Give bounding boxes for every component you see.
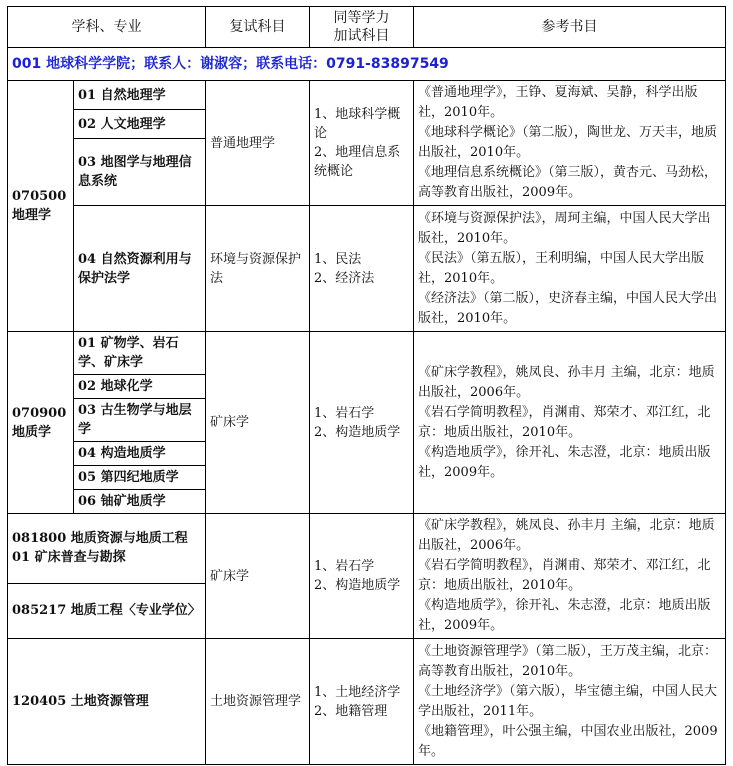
major-code: 070500: [12, 189, 67, 204]
reference-item: 《环境与资源保护法》，周珂主编，中国人民大学出版社，2010年。: [418, 210, 711, 246]
reference-item: 《土地经济学》（第六版），毕宝德主编，中国人民大学出版社，2011年。: [418, 683, 718, 719]
reference-item: 《矿床学教程》，姚凤良、孙丰月 主编，北京：地质出版社，2006年。: [418, 364, 715, 400]
direction-item: 02 地球化学: [74, 375, 206, 399]
reference-item: 《普通地理学》，王铮、夏海斌、吴静，科学出版社，2010年。: [418, 85, 698, 120]
direction-item: 04 自然资源利用与保护法学: [74, 206, 206, 332]
table-row: [8, 514, 726, 584]
reference-item: 《构造地质学》，徐开礼、朱志澄，北京：地质出版社，2009年。: [418, 444, 711, 480]
equivalent-item: 1、岩石学: [314, 559, 375, 574]
retest-subject: 普通地理学: [206, 81, 310, 206]
major-code-cell: [8, 332, 74, 514]
reference-list: [414, 81, 726, 206]
retest-subject: 矿床学: [206, 332, 310, 514]
direction-item: 01 矿床普查与勘探: [12, 550, 126, 566]
equivalent-item: 1、土地经济学: [314, 684, 401, 700]
direction-item: 01 矿物学、岩石学、矿床学: [74, 332, 206, 375]
contact-row: [8, 48, 726, 81]
equivalent-subjects: [310, 514, 414, 639]
direction-item: 06 铀矿地质学: [74, 490, 206, 514]
equivalent-item: 2、构造地质学: [314, 578, 401, 593]
retest-reference-table: [7, 6, 726, 765]
major-name: 地理学: [12, 208, 52, 223]
equivalent-item: 2、构造地质学: [314, 424, 401, 440]
equivalent-subjects: [310, 639, 414, 765]
direction-item: 03 古生物学与地层学: [74, 399, 206, 442]
reference-item: 《地籍管理》，叶公强主编，中国农业出版社，2009年。: [418, 723, 718, 759]
contact-info: 001 地球科学学院；联系人：谢淑容；联系电话：0791-83897549: [8, 48, 726, 81]
major-title: 081800 地质资源与地质工程: [12, 531, 188, 547]
header-retest-subject: 复试科目: [206, 7, 310, 48]
reference-item: 《岩石学简明教程》，肖渊甫、郑荣才、邓江红，北京：地质出版社，2010年。: [418, 404, 711, 440]
reference-list: [414, 514, 726, 639]
table-row: [8, 639, 726, 765]
header-equivalent-subject: [310, 7, 414, 48]
reference-list: [414, 206, 726, 332]
reference-item: 《构造地质学》，徐开礼、朱志澄，北京：地质出版社，2009年。: [418, 598, 711, 633]
equivalent-item: 1、岩石学: [314, 405, 375, 421]
major-code: 070900: [12, 405, 67, 421]
direction-item: 01 自然地理学: [74, 81, 206, 110]
header-reference-books: 参考书目: [414, 7, 726, 48]
reference-item: 《民法》（第五版），王利明编，中国人民大学出版社，2010年。: [418, 250, 705, 286]
header-equivalent-line1: 同等学力: [333, 10, 390, 26]
retest-subject: 土地资源管理学: [206, 639, 310, 765]
equivalent-item: 2、经济法: [314, 270, 375, 286]
retest-subject: 矿床学: [206, 514, 310, 639]
equivalent-subjects: [310, 206, 414, 332]
header-row: [8, 7, 726, 48]
table-row: [8, 206, 726, 332]
reference-item: 《矿床学教程》，姚凤良、孙丰月 主编，北京：地质出版社，2006年。: [418, 518, 715, 553]
table-row: [8, 332, 726, 375]
major-cell: [8, 514, 206, 584]
major-name: 地质学: [12, 424, 52, 440]
direction-item: 03 地图学与地理信息系统: [74, 139, 206, 206]
direction-item: 04 构造地质学: [74, 442, 206, 466]
retest-subject: 环境与资源保护法: [206, 206, 310, 332]
reference-list: [414, 639, 726, 765]
reference-item: 《土地资源管理学》（第二版），王万茂主编，北京：高等教育出版社，2010年。: [418, 643, 718, 679]
table-row: [8, 81, 726, 110]
reference-item: 《岩石学简明教程》，肖渊甫、郑荣才、邓江红，北京：地质出版社，2010年。: [418, 558, 711, 593]
equivalent-item: 2、地籍管理: [314, 703, 388, 719]
direction-item: 05 第四纪地质学: [74, 466, 206, 490]
reference-item: 《地球科学概论》（第二版），陶世龙、万天丰，地质出版社，2010年。: [418, 125, 718, 160]
reference-item: 《地理信息系统概论》（第三版），黄杏元、马劲松，高等教育出版社，2009年。: [418, 165, 718, 200]
direction-item: 02 人文地理学: [74, 110, 206, 139]
equivalent-subjects: [310, 332, 414, 514]
reference-list: [414, 332, 726, 514]
equivalent-item: 1、地球科学概论: [314, 107, 401, 141]
header-subject-major: 学科、专业: [8, 7, 206, 48]
major-code-cell: [8, 81, 74, 332]
equivalent-item: 1、民法: [314, 251, 362, 267]
reference-item: 《经济法》（第二版），史济春主编，中国人民大学出版社，2010年。: [418, 290, 718, 326]
header-equivalent-line2: 加试科目: [333, 28, 390, 44]
equivalent-item: 2、地理信息系统概论: [314, 145, 401, 179]
equivalent-subjects: [310, 81, 414, 206]
major-title: 085217 地质工程〈专业学位〉: [8, 583, 206, 638]
major-title: 120405 土地资源管理: [8, 639, 206, 765]
